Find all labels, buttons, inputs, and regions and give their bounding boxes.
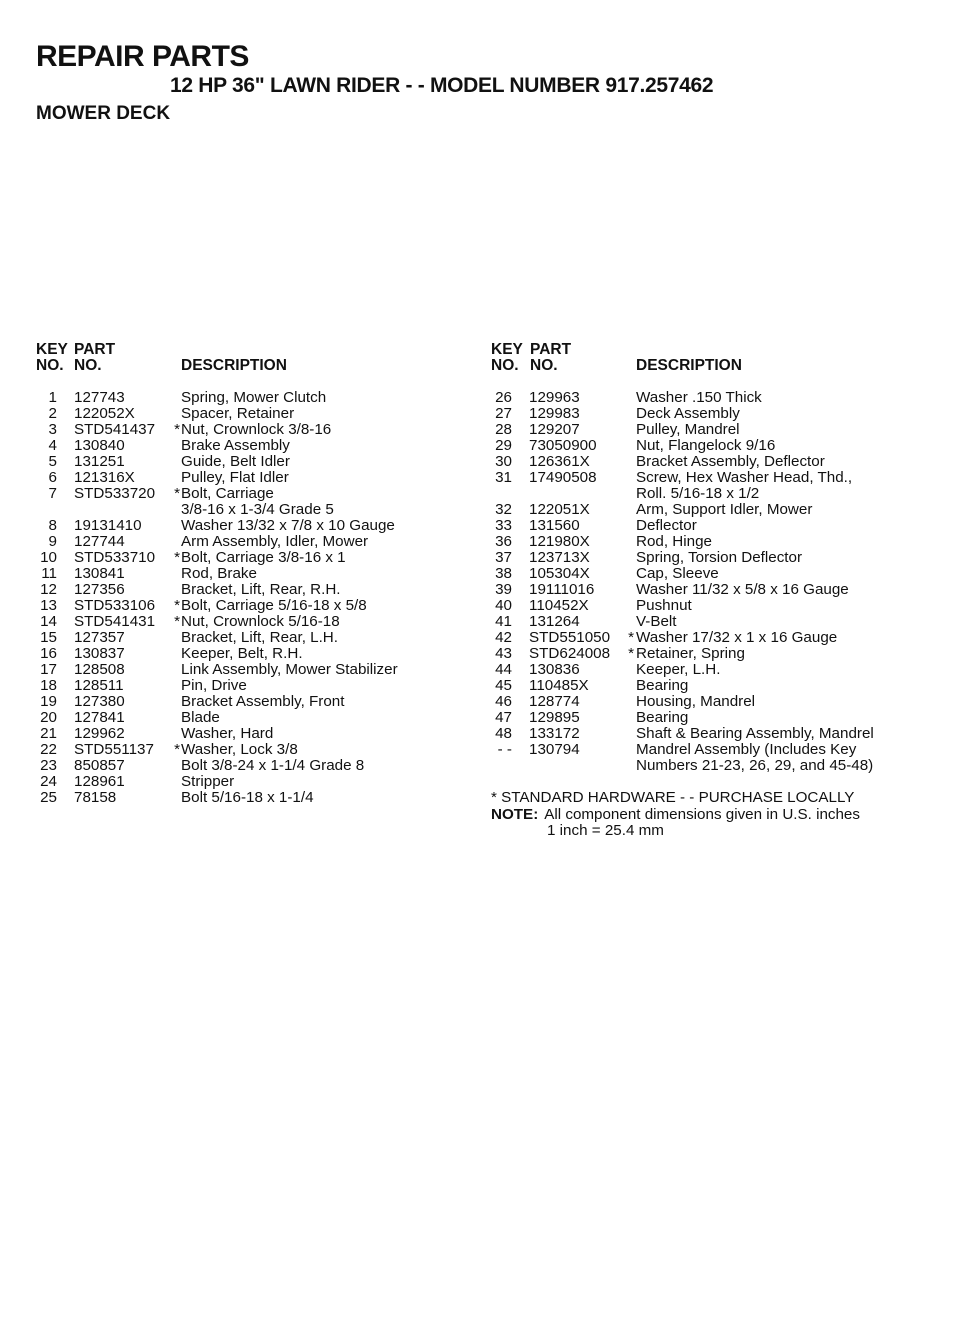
key-number: 3 [48, 421, 57, 438]
standard-hardware-marker: * [628, 629, 634, 646]
part-description: Link Assembly, Mower Stabilizer [181, 661, 398, 678]
part-row [491, 438, 946, 454]
key-header-line1: KEY [491, 341, 523, 358]
part-description: Washer 17/32 x 1 x 16 Gauge [636, 629, 838, 646]
part-number: 127744 [74, 533, 125, 550]
part-row [36, 630, 476, 646]
part-row [36, 710, 476, 726]
part-row [36, 550, 476, 566]
page-title: REPAIR PARTS [36, 40, 249, 73]
part-description: Washer, Hard [181, 725, 274, 742]
part-row [36, 614, 476, 630]
part-number: 131264 [529, 613, 580, 630]
key-number: 39 [495, 581, 512, 598]
part-number: 127357 [74, 629, 125, 646]
key-number: 19 [40, 693, 57, 710]
key-number: 37 [495, 549, 512, 566]
part-row [491, 550, 946, 566]
part-number: STD541431 [74, 613, 156, 630]
part-row [491, 582, 946, 598]
part-description: Housing, Mandrel [636, 693, 756, 710]
part-number: 110485X [529, 677, 589, 694]
key-number: 36 [495, 533, 512, 550]
part-row [491, 566, 946, 582]
footer-notes [491, 790, 860, 840]
key-number: 42 [495, 629, 512, 646]
part-description: Cap, Sleeve [636, 565, 719, 582]
part-row [491, 518, 946, 534]
part-description-continued: 3/8-16 x 1-3/4 Grade 5 [181, 501, 334, 518]
part-row [36, 534, 476, 550]
part-description: Bolt 3/8-24 x 1-1/4 Grade 8 [181, 757, 365, 774]
key-number: 43 [495, 645, 512, 662]
part-description: Washer, Lock 3/8 [181, 741, 298, 758]
part-number: 122051X [529, 501, 590, 518]
column-header [36, 342, 476, 374]
part-row [36, 662, 476, 678]
part-number: 128511 [74, 677, 124, 694]
key-header-line2: NO. [36, 357, 64, 374]
part-number: 130841 [74, 565, 125, 582]
unit-conversion: 1 inch = 25.4 mm [547, 822, 664, 839]
key-number: 23 [40, 757, 57, 774]
part-number: 129962 [74, 725, 125, 742]
part-row [491, 390, 946, 406]
part-row [491, 726, 946, 742]
key-number: 14 [40, 613, 57, 630]
description-header: DESCRIPTION [181, 357, 287, 374]
part-description: Keeper, L.H. [636, 661, 721, 678]
part-row [36, 438, 476, 454]
part-row [491, 742, 946, 774]
part-row [36, 678, 476, 694]
note-label: NOTE: [491, 805, 539, 823]
key-number: 48 [495, 725, 512, 742]
part-description: Bracket, Lift, Rear, L.H. [181, 629, 338, 646]
part-description: Spring, Mower Clutch [181, 389, 327, 406]
key-number: - - [497, 741, 512, 758]
part-row [491, 678, 946, 694]
part-row [36, 646, 476, 662]
parts-list-right [491, 342, 946, 774]
part-row [36, 726, 476, 742]
part-number: 130840 [74, 437, 125, 454]
part-description: Pulley, Mandrel [636, 421, 740, 438]
part-row [36, 758, 476, 774]
part-number: 127380 [74, 693, 125, 710]
page-subtitle: 12 HP 36" LAWN RIDER - - MODEL NUMBER 917.257462 [170, 74, 714, 97]
part-number: 73050900 [529, 437, 597, 454]
part-description: Blade [181, 709, 220, 726]
key-number: 46 [495, 693, 512, 710]
part-description: Bearing [636, 709, 689, 726]
part-row [36, 486, 476, 518]
part-description: Rod, Brake [181, 565, 257, 582]
parts-rows [36, 390, 476, 806]
part-number: 19131410 [74, 517, 142, 534]
key-number: 44 [495, 661, 512, 678]
part-number: STD624008 [529, 645, 611, 662]
key-number: 40 [495, 597, 512, 614]
key-number: 33 [495, 517, 512, 534]
part-number: 121980X [529, 533, 590, 550]
key-number: 47 [495, 709, 512, 726]
part-number: 128961 [74, 773, 125, 790]
key-number: 38 [495, 565, 512, 582]
standard-hardware-marker: * [628, 645, 634, 662]
part-number: 129983 [529, 405, 580, 422]
parts-list-left [36, 342, 476, 806]
part-number: 123713X [529, 549, 590, 566]
part-number: 130836 [529, 661, 580, 678]
part-number: 105304X [529, 565, 590, 582]
part-number: 130837 [74, 645, 125, 662]
part-number: 129895 [529, 709, 580, 726]
part-description: Pushnut [636, 597, 692, 614]
part-row [36, 598, 476, 614]
part-row [491, 710, 946, 726]
part-description: Shaft & Bearing Assembly, Mandrel [636, 725, 874, 742]
part-row [491, 534, 946, 550]
part-number: 78158 [74, 789, 117, 806]
standard-hardware-marker: * [174, 421, 180, 438]
part-description: Keeper, Belt, R.H. [181, 645, 303, 662]
part-number: STD541437 [74, 421, 156, 438]
part-description: Bracket Assembly, Deflector [636, 453, 825, 470]
key-number: 1 [48, 389, 57, 406]
part-row [491, 614, 946, 630]
part-number: 128774 [529, 693, 580, 710]
part-number: 129963 [529, 389, 580, 406]
part-row [36, 694, 476, 710]
key-number: 5 [48, 453, 57, 470]
part-row [36, 774, 476, 790]
part-description-continued: Numbers 21-23, 26, 29, and 45-48) [636, 757, 874, 774]
key-number: 20 [40, 709, 57, 726]
section-title: MOWER DECK [36, 103, 171, 124]
key-number: 2 [48, 405, 57, 422]
part-description: Washer .150 Thick [636, 389, 762, 406]
part-description: Screw, Hex Washer Head, Thd., [636, 469, 853, 486]
note-text: All component dimensions given in U.S. inches [544, 805, 860, 823]
part-row [491, 422, 946, 438]
part-description: Nut, Crownlock 3/8-16 [181, 421, 332, 438]
key-number: 27 [495, 405, 512, 422]
key-number: 32 [495, 501, 512, 518]
part-description: Nut, Flangelock 9/16 [636, 437, 776, 454]
standard-hardware-marker: * [174, 613, 180, 630]
key-number: 45 [495, 677, 512, 694]
part-row [491, 502, 946, 518]
part-number: 131251 [74, 453, 125, 470]
part-row [491, 470, 946, 502]
key-number: 6 [48, 469, 57, 486]
key-number: 4 [48, 437, 57, 454]
part-number: 127841 [74, 709, 125, 726]
part-number: 128508 [74, 661, 125, 678]
key-header-line2: NO. [491, 357, 519, 374]
part-row [36, 790, 476, 806]
part-number: 110452X [529, 597, 589, 614]
part-row [491, 646, 946, 662]
part-number: 130794 [529, 741, 580, 758]
description-header: DESCRIPTION [636, 357, 742, 374]
key-number: 21 [40, 725, 57, 742]
part-row [36, 390, 476, 406]
part-header-line1: PART [530, 341, 572, 358]
part-number: STD533720 [74, 485, 156, 502]
part-row [491, 598, 946, 614]
part-row [491, 454, 946, 470]
part-number: STD533106 [74, 597, 156, 614]
part-row [491, 406, 946, 422]
part-description: Bolt 5/16-18 x 1-1/4 [181, 789, 314, 806]
standard-hardware-note: * STANDARD HARDWARE - - PURCHASE LOCALLY [491, 789, 855, 806]
key-number: 9 [48, 533, 57, 550]
part-number: 126361X [529, 453, 590, 470]
part-row [36, 470, 476, 486]
key-number: 16 [40, 645, 57, 662]
part-description: Rod, Hinge [636, 533, 712, 550]
key-number: 25 [40, 789, 57, 806]
key-number: 24 [40, 773, 57, 790]
part-description: Deck Assembly [636, 405, 740, 422]
part-header-line2: NO. [74, 357, 102, 374]
standard-hardware-marker: * [174, 485, 180, 502]
part-header-line1: PART [74, 341, 116, 358]
key-number: 11 [41, 565, 57, 582]
key-number: 28 [495, 421, 512, 438]
part-number: 131560 [529, 517, 580, 534]
part-row [491, 630, 946, 646]
part-description: Pulley, Flat Idler [181, 469, 289, 486]
part-description: Brake Assembly [181, 437, 290, 454]
parts-rows [491, 390, 946, 774]
part-description: Deflector [636, 517, 697, 534]
key-number: 41 [495, 613, 512, 630]
part-description: Pin, Drive [181, 677, 247, 694]
part-row [491, 662, 946, 678]
part-description: Washer 11/32 x 5/8 x 16 Gauge [636, 581, 849, 598]
key-number: 13 [40, 597, 57, 614]
part-row [36, 422, 476, 438]
key-number: 15 [40, 629, 57, 646]
part-description: Bolt, Carriage [181, 485, 274, 502]
part-number: 19111016 [529, 581, 595, 598]
key-number: 7 [48, 485, 57, 502]
part-description: Mandrel Assembly (Includes Key [636, 741, 857, 758]
part-number: STD551050 [529, 629, 611, 646]
key-number: 18 [40, 677, 57, 694]
part-row [36, 454, 476, 470]
part-description: Bolt, Carriage 3/8-16 x 1 [181, 549, 346, 566]
part-description: Bolt, Carriage 5/16-18 x 5/8 [181, 597, 367, 614]
dimension-note [491, 807, 860, 824]
part-row [491, 694, 946, 710]
key-number: 12 [40, 581, 57, 598]
key-number: 31 [495, 469, 512, 486]
key-number: 10 [40, 549, 57, 566]
part-row [36, 566, 476, 582]
part-description: Stripper [181, 773, 235, 790]
key-header-line1: KEY [36, 341, 68, 358]
part-description: Spacer, Retainer [181, 405, 295, 422]
part-number: 850857 [74, 757, 125, 774]
part-row [36, 582, 476, 598]
part-number: 129207 [529, 421, 580, 438]
part-description: Bracket Assembly, Front [181, 693, 345, 710]
part-number: 127743 [74, 389, 125, 406]
part-row [36, 406, 476, 422]
part-description: Guide, Belt Idler [181, 453, 290, 470]
key-number: 29 [495, 437, 512, 454]
key-number: 22 [40, 741, 57, 758]
standard-hardware-marker: * [174, 741, 180, 758]
standard-hardware-marker: * [174, 549, 180, 566]
part-description: Nut, Crownlock 5/16-18 [181, 613, 340, 630]
part-number: 121316X [74, 469, 135, 486]
standard-hardware-marker: * [174, 597, 180, 614]
part-description: V-Belt [636, 613, 677, 630]
part-header-line2: NO. [530, 357, 558, 374]
part-description: Spring, Torsion Deflector [636, 549, 803, 566]
key-number: 17 [40, 661, 57, 678]
column-header [491, 342, 946, 374]
part-description: Retainer, Spring [636, 645, 745, 662]
part-description: Bearing [636, 677, 689, 694]
part-row [36, 742, 476, 758]
part-description: Arm Assembly, Idler, Mower [181, 533, 369, 550]
part-number: STD551137 [74, 741, 154, 758]
key-number: 30 [495, 453, 512, 470]
part-number: 17490508 [529, 469, 597, 486]
key-number: 26 [495, 389, 512, 406]
part-description: Arm, Support Idler, Mower [636, 501, 813, 518]
part-number: 122052X [74, 405, 135, 422]
part-number: 127356 [74, 581, 125, 598]
part-description: Washer 13/32 x 7/8 x 10 Gauge [181, 517, 395, 534]
part-description: Bracket, Lift, Rear, R.H. [181, 581, 341, 598]
key-number: 8 [48, 517, 57, 534]
part-description-continued: Roll. 5/16-18 x 1/2 [636, 485, 760, 502]
part-row [36, 518, 476, 534]
part-number: 133172 [529, 725, 580, 742]
part-number: STD533710 [74, 549, 156, 566]
